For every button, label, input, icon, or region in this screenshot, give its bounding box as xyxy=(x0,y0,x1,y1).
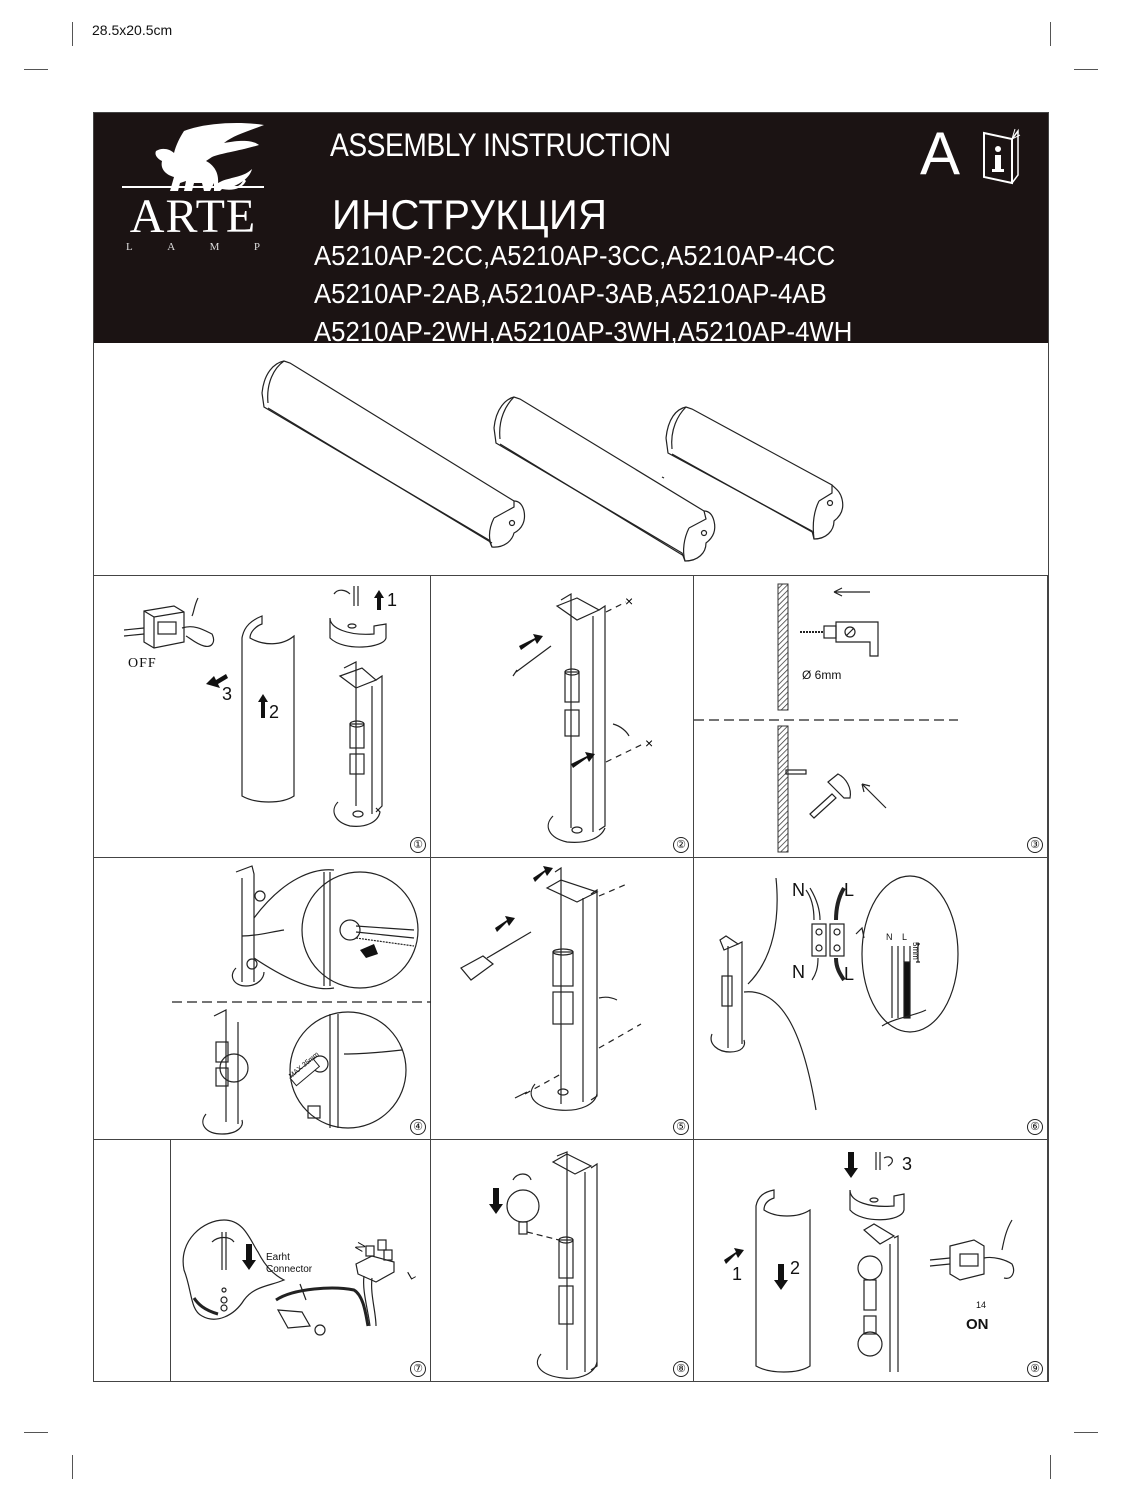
brand-letter: L xyxy=(126,241,133,253)
instruction-sheet xyxy=(93,112,1049,1382)
step-3-diagram xyxy=(694,576,1048,858)
mark-x: × xyxy=(645,735,654,751)
product-illustration xyxy=(94,343,1048,575)
arrow-down-icon xyxy=(844,1152,858,1178)
switch-number-label: 14 xyxy=(976,1300,987,1310)
earth-connector-label: Connector xyxy=(266,1264,313,1275)
step-number: ⑨ xyxy=(1027,1361,1043,1377)
step-7-panel xyxy=(94,1140,431,1382)
model-line: A5210AP-2AB,A5210AP-3AB,A5210AP-4AB xyxy=(314,278,827,309)
step-number: ⑧ xyxy=(673,1361,689,1377)
step-number: ② xyxy=(673,837,689,853)
neutral-label: N xyxy=(886,932,893,942)
step-7-diagram xyxy=(94,1140,431,1382)
drill-icon xyxy=(800,622,878,656)
bulb-icon xyxy=(858,1332,882,1356)
arrow-right-icon xyxy=(519,634,543,650)
step-6-diagram xyxy=(694,858,1048,1140)
step-3-panel xyxy=(694,576,1048,858)
switch-off-label: OFF xyxy=(128,656,157,671)
language-badge: A xyxy=(920,120,961,187)
arrow-down-icon xyxy=(489,1188,503,1214)
strip-length-label: 5mm xyxy=(911,942,920,960)
step-number: ⑤ xyxy=(673,1119,689,1135)
neutral-label: N xyxy=(792,962,805,982)
step-2-diagram xyxy=(431,576,694,858)
step-6-panel xyxy=(694,858,1048,1140)
arrow-label: 1 xyxy=(387,590,398,610)
lamp-medium xyxy=(494,397,715,561)
wall-section xyxy=(778,726,788,852)
crop-mark xyxy=(72,1455,73,1479)
switch-on-label: ON xyxy=(966,1316,989,1333)
info-book-icon xyxy=(982,127,1022,185)
lamp-large xyxy=(262,361,525,547)
live-label: L xyxy=(844,880,855,900)
live-label: L xyxy=(902,932,908,942)
model-list xyxy=(314,237,852,351)
neutral-label: N xyxy=(352,1239,369,1255)
drill-diameter-label: Ø 6mm xyxy=(802,668,842,682)
step-1-diagram xyxy=(94,576,431,858)
step-9-diagram xyxy=(694,1140,1048,1382)
title-english: ASSEMBLY INSTRUCTION xyxy=(330,127,671,163)
arrow-right-icon xyxy=(724,1248,744,1264)
step-4-diagram xyxy=(94,858,431,1140)
arrow-up-icon xyxy=(258,694,268,718)
steps-grid xyxy=(94,575,1048,1381)
arrow-label: 3 xyxy=(222,684,233,704)
brand-name: ARTE xyxy=(129,190,257,243)
max-length-label: MAX 35mm xyxy=(288,1051,321,1080)
crop-mark xyxy=(1074,1432,1098,1433)
neutral-label: N xyxy=(792,880,805,900)
step-8-diagram xyxy=(431,1140,694,1382)
header xyxy=(94,113,1048,347)
arrow-up-icon xyxy=(374,590,384,610)
step-5-diagram xyxy=(431,858,694,1140)
crop-mark xyxy=(1074,69,1098,70)
bulb-icon xyxy=(858,1256,882,1280)
arrow-label: 3 xyxy=(902,1154,913,1174)
step-number: ① xyxy=(410,837,426,853)
live-label: L xyxy=(404,1267,418,1283)
step-number: ⑥ xyxy=(1027,1119,1043,1135)
brand-letter: A xyxy=(167,241,176,253)
step-number: ④ xyxy=(410,1119,426,1135)
step-number: ③ xyxy=(1027,837,1043,853)
arrow-label: 1 xyxy=(732,1264,743,1284)
bulb-icon xyxy=(507,1190,539,1222)
top-cap xyxy=(330,618,386,647)
screwdriver xyxy=(461,956,493,980)
lamp-bracket xyxy=(334,662,382,826)
arrow-down-icon xyxy=(774,1264,788,1290)
crop-mark xyxy=(72,22,73,46)
logo-rule xyxy=(122,186,264,188)
earth-connector-label: Earht xyxy=(266,1252,290,1263)
step-4-panel xyxy=(94,858,431,1140)
crop-mark xyxy=(24,69,48,70)
arrow-right-icon xyxy=(571,752,595,768)
arrow-right-icon xyxy=(533,866,553,882)
crop-mark xyxy=(24,1432,48,1433)
anchor-plug xyxy=(786,770,806,774)
brand-subtitle xyxy=(118,241,268,253)
crop-mark xyxy=(1050,1455,1051,1479)
model-line: A5210AP-2WH,A5210AP-3WH,A5210AP-4WH xyxy=(314,316,853,347)
step-9-panel xyxy=(694,1140,1048,1382)
brand-letter: P xyxy=(253,241,260,253)
step-number: ⑦ xyxy=(410,1361,426,1377)
mark-x: × xyxy=(625,593,634,609)
wall-section xyxy=(778,584,788,710)
lamp-small xyxy=(666,407,843,539)
brand-letter: M xyxy=(209,241,220,253)
arrow-label: 2 xyxy=(269,702,280,722)
step-8-panel xyxy=(431,1140,694,1382)
crop-mark xyxy=(1050,22,1051,46)
glass-shade xyxy=(242,616,294,802)
title-russian: ИНСТРУКЦИЯ xyxy=(332,191,608,238)
arrow-down-icon xyxy=(242,1244,256,1270)
arrow-left-icon xyxy=(360,944,378,958)
arrow-label: 2 xyxy=(790,1258,801,1278)
step-1-panel xyxy=(94,576,431,858)
page-size-label: 28.5x20.5cm xyxy=(92,22,173,38)
step-5-panel xyxy=(431,858,694,1140)
live-label: L xyxy=(844,964,855,984)
wall-lamps-illustration xyxy=(94,343,1048,575)
model-line: A5210AP-2CC,A5210AP-3CC,A5210AP-4CC xyxy=(314,240,836,271)
step-2-panel xyxy=(431,576,694,858)
arrow-right-icon xyxy=(495,916,515,932)
wall-switch-icon xyxy=(124,598,214,648)
hammer-icon xyxy=(810,774,886,818)
